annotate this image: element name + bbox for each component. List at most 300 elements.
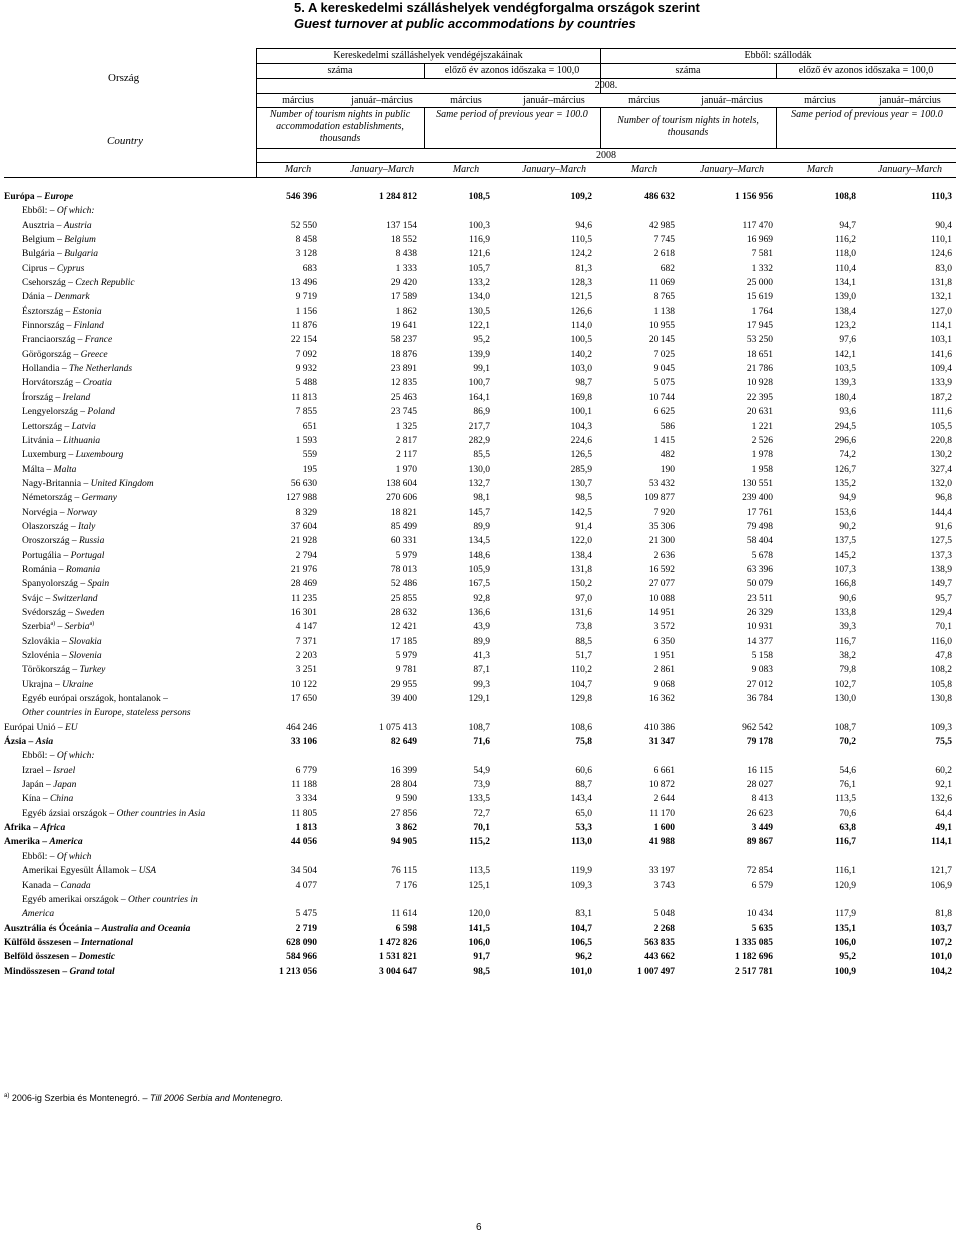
table-cell: 7 371 — [295, 636, 317, 647]
table-cell: 217,7 — [468, 421, 490, 432]
table-row — [4, 204, 956, 218]
table-cell: 33 106 — [290, 737, 317, 748]
table-cell: 81,3 — [575, 263, 592, 274]
table-row — [4, 835, 956, 849]
table-cell: 22 395 — [746, 392, 773, 403]
table-cell: 98,7 — [575, 378, 592, 389]
table-cell: 683 — [302, 263, 317, 274]
table-cell: 104,3 — [570, 421, 592, 432]
table-cell: 294,5 — [834, 421, 856, 432]
row-label-en: EU — [64, 722, 78, 733]
row-label-hu: Bulgária — [22, 249, 55, 260]
table-row — [4, 448, 956, 462]
table-row — [4, 965, 956, 979]
table-cell: 139,3 — [834, 378, 856, 389]
table-cell: 98,5 — [473, 966, 490, 977]
table-cell: 1 958 — [751, 464, 773, 475]
row-label: Egyéb ázsiai országok – Other countries in Asia — [22, 808, 206, 819]
row-label — [22, 907, 54, 921]
table-cell: 122,1 — [468, 321, 490, 332]
table-cell: 11 170 — [649, 808, 675, 819]
row-label-hu: Ciprus — [22, 263, 48, 274]
table-row — [4, 434, 956, 448]
table-row — [4, 376, 956, 390]
table-cell: 1 156 — [295, 306, 317, 317]
row-label-hu: Hollandia — [22, 364, 60, 375]
table-cell: 1 333 — [395, 263, 417, 274]
row-label-hu: Amerikai Egyesült Államok — [22, 866, 130, 877]
table-cell: 7 855 — [295, 407, 317, 418]
row-label-en: Australia and Oceania — [101, 923, 191, 934]
table-cell: 27 077 — [648, 579, 675, 590]
header-march-4: March — [806, 164, 834, 175]
row-label-en: China — [49, 794, 74, 805]
table-row — [4, 247, 956, 261]
row-label-en: International — [80, 937, 134, 948]
table-row — [4, 276, 956, 290]
table-cell: 270 606 — [386, 493, 417, 504]
table-cell: 21 786 — [746, 364, 773, 375]
header-nights-hotels: Number of tourism nights in hotels, thousands — [617, 115, 759, 138]
table-cell: 8 329 — [295, 507, 317, 518]
table-row — [4, 893, 956, 907]
table-cell: 131,8 — [570, 564, 592, 575]
table-cell: 93,6 — [839, 407, 856, 418]
table-cell: 143,4 — [570, 794, 592, 805]
table-cell: 126,6 — [570, 306, 592, 317]
table-cell: 10 434 — [746, 909, 773, 920]
row-label-en: Luxembourg — [75, 450, 124, 461]
header-jm-2: január–március — [523, 95, 585, 106]
table-cell: 14 951 — [648, 607, 675, 618]
row-label-hu: Észtország — [22, 306, 64, 317]
header-jm-1: január–március — [351, 95, 413, 106]
table-cell: 10 955 — [648, 321, 675, 332]
row-label: Lengyelország – Poland — [22, 407, 115, 418]
table-cell: 81,8 — [935, 909, 952, 920]
table-cell: 2 203 — [295, 651, 317, 661]
row-label: Oroszország – Russia — [22, 536, 105, 547]
table-cell: 1 075 413 — [379, 722, 417, 733]
table-cell: 52 550 — [290, 220, 317, 231]
table-row — [4, 319, 956, 333]
table-cell: 1 813 — [295, 823, 317, 834]
header-jan-march-4: January–March — [877, 164, 943, 175]
table-cell: 10 872 — [648, 780, 675, 791]
row-label-en: Croatia — [82, 378, 112, 389]
table-cell: 1 531 821 — [379, 952, 417, 963]
table-row — [4, 850, 956, 864]
table-cell: 3 004 647 — [379, 966, 417, 977]
row-label-hu: Oroszország — [22, 536, 70, 547]
footnote: $^{a)}$ 2006-ig Szerbia és Montenegró. – Till 2006 Serbia and Montenegro. — [4, 1093, 283, 1103]
table-cell: 94,7 — [839, 220, 856, 231]
row-label-hu: Lengyelország — [22, 407, 78, 418]
table-cell: 1 335 085 — [735, 937, 773, 948]
row-label-hu: Málta — [22, 464, 45, 475]
table-cell: 106,0 — [468, 937, 490, 948]
row-label-en: Asia — [35, 737, 54, 748]
table-cell: 129,8 — [570, 694, 592, 705]
table-cell: 1 007 497 — [637, 966, 675, 977]
table-cell: 559 — [302, 450, 317, 461]
table-cell: 139,9 — [468, 349, 490, 360]
table-cell: 101,0 — [930, 952, 952, 963]
table-cell: 95,7 — [935, 593, 952, 604]
table-cell: 628 090 — [286, 937, 317, 948]
row-label-en: Poland — [87, 407, 115, 418]
row-label: Németország – Germany — [22, 493, 117, 504]
row-label: Luxemburg – Luxembourg — [22, 450, 124, 461]
table-cell: 116,2 — [834, 235, 856, 246]
table-cell: 108,6 — [570, 722, 592, 733]
header-year-hu: 2008. — [594, 80, 618, 91]
row-label-hu: Csehország — [22, 278, 66, 289]
table-cell: 100,3 — [468, 220, 490, 231]
table-cell: 11 614 — [391, 909, 417, 920]
table-cell: 96,2 — [575, 952, 592, 963]
row-label-hu: Ebből: — [22, 851, 48, 862]
row-label: Amerika – America — [4, 837, 83, 848]
row-label: Japán – Japan — [22, 780, 77, 791]
table-cell: 39,3 — [839, 622, 856, 633]
table-cell: 1 156 956 — [735, 192, 773, 202]
table-cell: 70,6 — [839, 808, 856, 819]
table-cell: 133,9 — [930, 378, 952, 389]
table-row — [4, 491, 956, 505]
table-cell: 1 764 — [751, 306, 773, 317]
row-label: Ázsia – Asia — [4, 737, 54, 748]
table-cell: 9 932 — [295, 364, 317, 375]
table-row — [4, 348, 956, 362]
table-cell: 142,5 — [570, 507, 592, 518]
header-marcius-4: március — [804, 95, 836, 106]
table-cell: 16 969 — [746, 235, 773, 246]
table-cell: 12 835 — [390, 378, 417, 389]
row-label: Görögország – Greece — [22, 349, 108, 360]
table-cell: 90,6 — [839, 593, 856, 604]
row-label-hu: Szlovákia — [22, 636, 60, 647]
row-label-hu: Európai Unió — [4, 722, 56, 733]
table-cell: 72 854 — [746, 866, 773, 877]
row-label-en: Belgium — [64, 235, 96, 246]
table-cell: 104,7 — [570, 923, 592, 934]
table-cell: 100,1 — [570, 407, 592, 418]
table-cell: 63,8 — [839, 823, 856, 834]
table-row — [4, 262, 956, 276]
header-jan-march-1: January–March — [349, 164, 415, 175]
header-group-right: Ebből: szállodák — [744, 50, 812, 61]
row-label-hu: Izrael — [22, 765, 44, 776]
table-row — [4, 305, 956, 319]
table-cell: 6 598 — [395, 923, 417, 934]
table-cell: 104,2 — [930, 966, 952, 977]
table-cell: 23 745 — [390, 407, 417, 418]
table-cell: 138,9 — [930, 564, 952, 575]
table-row — [4, 233, 956, 247]
header-orszag: Ország — [108, 72, 140, 84]
row-label-en: Sweden — [75, 607, 105, 618]
table-row — [4, 706, 956, 720]
table-cell: 2 517 781 — [735, 966, 773, 977]
row-label: Belgium – Belgium — [22, 235, 96, 246]
row-label-hu: Mindösszesen — [4, 966, 60, 977]
table-cell: 180,4 — [834, 392, 856, 403]
table-cell: 11 813 — [291, 392, 317, 403]
table-cell: 8 413 — [751, 794, 773, 805]
table-cell: 125,1 — [468, 880, 490, 891]
page-subtitle: Guest turnover at public accommodations by countries — [294, 16, 636, 31]
row-label-en: Grand total — [69, 966, 115, 977]
table-cell: 9 045 — [653, 364, 675, 375]
table-cell: 105,8 — [930, 679, 952, 690]
table-row — [4, 606, 956, 620]
table-cell: 108,7 — [468, 722, 490, 733]
table-cell: 15 619 — [746, 292, 773, 303]
row-label-en: Ireland — [62, 392, 91, 403]
table-cell: 100,9 — [834, 966, 856, 977]
header-jm-3: január–március — [701, 95, 763, 106]
row-label: Bulgária – Bulgaria — [22, 249, 98, 260]
table-row — [4, 764, 956, 778]
row-label: Kína – China — [22, 794, 74, 805]
table-row — [4, 190, 956, 204]
table-cell: 145,2 — [834, 550, 856, 561]
row-label-en: Norway — [66, 507, 97, 518]
row-label: Litvánia – Lithuania — [22, 435, 101, 446]
row-label-hu: Nagy-Britannia — [22, 478, 82, 489]
row-label-en: Slovenia — [68, 651, 102, 661]
footnote-en: Till 2006 Serbia and Montenegro. — [149, 1093, 283, 1103]
table-cell: 107,2 — [930, 937, 952, 948]
table-cell: 85,5 — [473, 450, 490, 461]
row-label-en: Of which — [56, 851, 92, 862]
table-cell: 108,7 — [834, 722, 856, 733]
table-cell: 92,8 — [473, 593, 490, 604]
table-cell: 114,1 — [931, 837, 952, 848]
table-cell: 127,0 — [930, 306, 952, 317]
header-same-period-right: Same period of previous year = 100.0 — [791, 109, 943, 120]
table-cell: 23 891 — [390, 364, 417, 375]
table-cell: 3 572 — [653, 622, 675, 633]
table-cell: 116,1 — [834, 866, 856, 877]
table-cell: 127 988 — [286, 493, 317, 504]
table-cell: 117,9 — [834, 909, 856, 920]
table-row — [4, 792, 956, 806]
table-cell: 100,7 — [468, 378, 490, 389]
row-label: Egyéb amerikai országok – Other countries in — [22, 894, 198, 905]
table-row — [4, 620, 956, 634]
table-cell: 76,1 — [839, 780, 856, 791]
table-cell: 133,5 — [468, 794, 490, 805]
table-cell: 31 347 — [648, 737, 675, 748]
header-jm-4: január–március — [879, 95, 941, 106]
table-cell: 3 743 — [653, 880, 675, 891]
table-cell: 1 325 — [395, 421, 417, 432]
table-cell: 239 400 — [742, 493, 773, 504]
row-label: Horvátország – Croatia — [22, 378, 112, 389]
header-march-2: March — [452, 164, 480, 175]
header-year-en: 2008 — [596, 150, 616, 161]
table-cell: 682 — [660, 263, 675, 274]
row-label-hu: Ázsia — [4, 737, 27, 748]
table-cell: 166,8 — [834, 579, 856, 590]
row-label-en: United Kingdom — [90, 478, 154, 489]
row-label-hu: Ausztrália és Óceánia — [4, 923, 93, 934]
table-cell: 130,7 — [570, 478, 592, 489]
table-cell: 94,6 — [575, 220, 592, 231]
table-cell: 78 013 — [390, 564, 417, 575]
table-cell: 109,3 — [570, 880, 592, 891]
header-vertical-d — [776, 107, 777, 149]
row-label: Ebből: – Of which: — [22, 206, 95, 217]
table-cell: 92,1 — [935, 780, 952, 791]
row-label-footnote-mark: a) — [50, 621, 56, 628]
row-label-hu: Amerika — [4, 837, 40, 848]
header-jan-march-3: January–March — [699, 164, 765, 175]
header-marcius-3: március — [628, 95, 660, 106]
table-cell: 111,6 — [931, 407, 952, 418]
table-cell: 135,1 — [834, 923, 856, 934]
table-cell: 130,0 — [834, 694, 856, 705]
table-cell: 47,8 — [935, 651, 952, 661]
table-cell: 25 000 — [746, 278, 773, 289]
table-cell: 962 542 — [742, 722, 773, 733]
row-label-en: Ukraine — [62, 679, 94, 690]
table-cell: 99,1 — [473, 364, 490, 375]
table-cell: 187,2 — [930, 392, 952, 403]
table-cell: 18 821 — [390, 507, 417, 518]
table-cell: 5 475 — [295, 909, 317, 920]
table-cell: 41 988 — [648, 837, 675, 848]
row-label-hu: Ebből: — [22, 206, 48, 217]
row-label: Írország – Ireland — [22, 392, 91, 403]
table-cell: 20 631 — [746, 407, 773, 418]
table-cell: 91,4 — [575, 521, 592, 532]
table-row — [4, 520, 956, 534]
table-cell: 1 970 — [395, 464, 417, 475]
table-cell: 36 784 — [746, 694, 773, 705]
table-cell: 124,6 — [930, 249, 952, 260]
table-cell: 190 — [660, 464, 675, 475]
table-cell: 96,8 — [935, 493, 952, 504]
table-cell: 105,5 — [930, 421, 952, 432]
row-label-en: Cyprus — [56, 263, 85, 274]
table-cell: 134,5 — [468, 536, 490, 547]
table-cell: 6 661 — [653, 765, 675, 776]
table-cell: 132,7 — [468, 478, 490, 489]
header-top-rule — [256, 48, 956, 49]
row-label: Észtország – Estonia — [22, 306, 102, 317]
table-cell: 83,1 — [575, 909, 592, 920]
table-cell: 76 115 — [391, 866, 417, 877]
table-cell: 70,2 — [839, 737, 856, 748]
table-cell: 28 469 — [290, 579, 317, 590]
table-cell: 71,6 — [473, 737, 490, 748]
row-label-en: Japan — [53, 780, 77, 791]
row-label: Svájc – Switzerland — [22, 593, 98, 604]
row-label: Szerbia$^{a)}$ – Serbia$^{a)}$ — [22, 621, 95, 633]
table-cell: 5 979 — [395, 550, 417, 561]
row-label-en: America — [49, 837, 83, 848]
table-cell: 18 552 — [390, 235, 417, 246]
table-row — [4, 936, 956, 950]
table-cell: 5 678 — [751, 550, 773, 561]
table-cell: 49,1 — [935, 823, 952, 834]
table-cell: 464 246 — [286, 722, 317, 733]
row-label: Nagy-Britannia – United Kingdom — [22, 478, 154, 489]
table-cell: 9 719 — [295, 292, 317, 303]
table-cell: 100,5 — [570, 335, 592, 346]
row-label-hu: Finnország — [22, 321, 65, 332]
row-label-hu: Ausztria — [22, 220, 55, 231]
table-cell: 58 237 — [390, 335, 417, 346]
table-cell: 104,7 — [570, 679, 592, 690]
table-cell: 167,5 — [468, 579, 490, 590]
table-cell: 89 867 — [746, 837, 773, 848]
row-label-hu: Kína — [22, 794, 41, 805]
table-cell: 13 496 — [290, 278, 317, 289]
table-cell: 94,9 — [839, 493, 856, 504]
row-label-hu: Horvátország — [22, 378, 74, 389]
row-label: Ukrajna – Ukraine — [22, 679, 94, 690]
table-cell: 149,7 — [930, 579, 952, 590]
table-cell: 11 876 — [291, 321, 317, 332]
row-label-en: Of which: — [56, 751, 95, 762]
table-cell: 20 145 — [648, 335, 675, 346]
table-cell: 5 979 — [395, 651, 417, 661]
table-row — [4, 692, 956, 706]
row-label-en: Latvia — [71, 421, 96, 432]
table-row — [4, 635, 956, 649]
table-cell: 131,8 — [930, 278, 952, 289]
table-row — [4, 463, 956, 477]
table-cell: 224,6 — [570, 435, 592, 446]
row-label: Lettország – Latvia — [22, 421, 96, 432]
table-cell: 5 075 — [653, 378, 675, 389]
table-cell: 11 188 — [291, 780, 317, 791]
table-row — [4, 663, 956, 677]
table-cell: 21 300 — [648, 536, 675, 547]
table-cell: 53 432 — [648, 478, 675, 489]
footnote-hu: 2006-ig Szerbia és Montenegró. — [11, 1093, 140, 1103]
table-cell: 164,1 — [468, 392, 490, 403]
table-cell: 50 079 — [746, 579, 773, 590]
table-cell: 106,0 — [834, 937, 856, 948]
footnote-mark: a) — [4, 1093, 10, 1099]
row-label: Franciaország – France — [22, 335, 113, 346]
table-cell: 2 526 — [751, 435, 773, 446]
row-label-hu: Ukrajna — [22, 679, 53, 690]
table-cell: 29 955 — [390, 679, 417, 690]
row-label: Svédország – Sweden — [22, 607, 105, 618]
row-label-hu: Külföld összesen — [4, 937, 72, 948]
table-cell: 56 630 — [290, 478, 317, 489]
row-label-hu: Európa — [4, 192, 35, 202]
table-cell: 1 951 — [653, 651, 675, 661]
row-label-en: Greece — [80, 349, 108, 360]
table-cell: 114,1 — [930, 321, 952, 332]
table-row — [4, 534, 956, 548]
table-cell: 85 499 — [390, 521, 417, 532]
table-row — [4, 563, 956, 577]
table-cell: 42 985 — [648, 220, 675, 231]
table-row — [4, 405, 956, 419]
table-cell: 6 350 — [653, 636, 675, 647]
row-label: Törökország – Turkey — [22, 665, 106, 676]
table-cell: 141,5 — [468, 923, 490, 934]
row-label-en: Italy — [77, 521, 96, 532]
